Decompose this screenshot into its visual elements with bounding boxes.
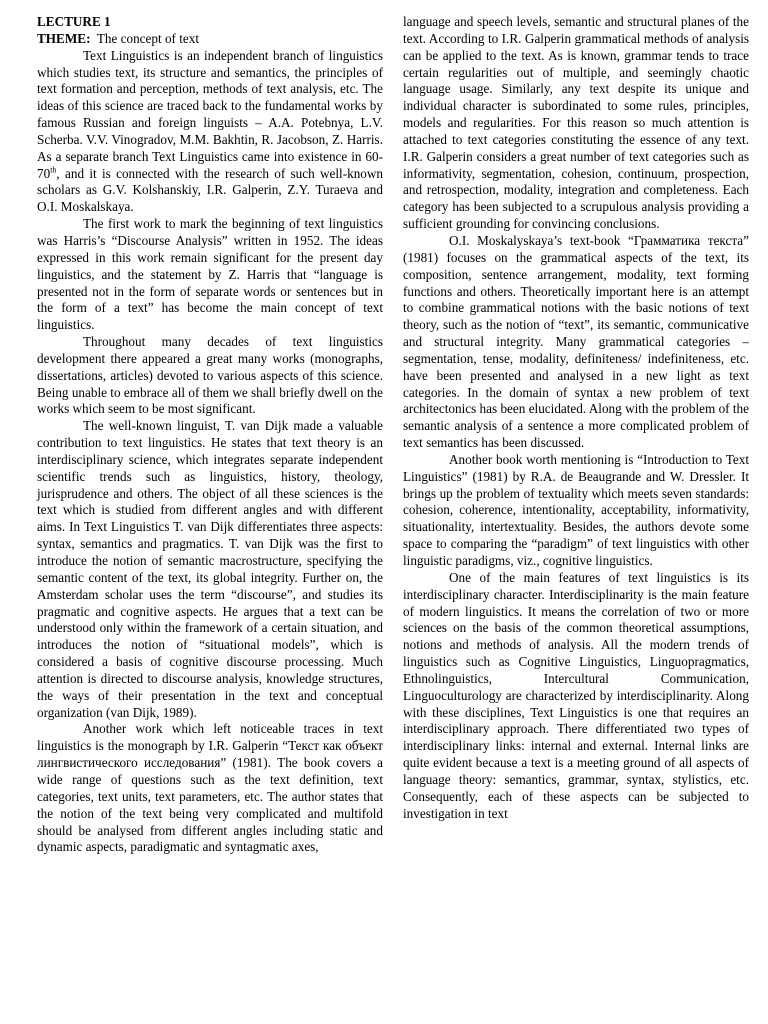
paragraph — [37, 48, 383, 216]
theme-label: THEME: — [37, 30, 91, 46]
paragraph: O.I. Moskalyskaya’s text-book “Грамматика текста” (1981) focuses on the grammatical aspects of the text, its composition, sentence arrangement, modality, text forming functions and others. Theoretically important here is an attempt to combine grammatical notions with the basic notions of text theory, such as the notion of “text”, its semantic, communicative and structural integrity. Many grammatical categories – segmentation, tense, modality, definiteness/ indefiniteness, etc. have been presented and analysed in a new light as text categories. In the domain of syntax a new problem of text architectonics has been elucidated. Along with the problem of the semantic analysis of a sentence a more complicated problem of text semantics has been discussed. — [403, 232, 749, 451]
paragraph-text: , and it is connected with the research of such well-known scholars as G.V. Kolshanskiy, I.R. Galperin, Z.Y. Turaeva and O.I. Moskalskaya. — [37, 165, 383, 215]
left-column — [37, 14, 383, 1014]
superscript: th — [50, 165, 57, 175]
right-column — [403, 14, 749, 1014]
paragraph: One of the main features of text linguistics is its interdisciplinary character. Interdisciplinarity is the main feature of modern linguistics. It means the correlation of two or more sciences on the basis of the common theoretical assumptions, notions and methods of analysis. All the modern trends of linguistics such as Cognitive Linguistics, Linguopragmatics, Ethnolinguistics, Intercultural Communication, Linguoculturology are characterized by interdisciplinarity. Along with these disciplines, Text Linguistics is one that requires an interdisciplinary approach. There differentiated two types of interdisciplinary links: internal and external. Internal links are quite evident because a text is a meeting ground of all aspects of language theory: semantics, grammar, syntax, stylistics, etc. Consequently, each of these aspects can be subjected to investigation in text — [403, 569, 749, 821]
paragraph-text: Text Linguistics is an independent branch of linguistics which studies text, its structure and semantics, the principles of text formation and perception, methods of text analysis, etc. The ideas of this science are traced back to the fundamental works by famous Russian and foreign linguists – A.A. Potebnya, L.V. Scherba. V.V. Vinogradov, M.M. Bakhtin, R. Jacobson, Z. Harris. As a separate branch Text Linguistics came into existence in 60-70 — [37, 47, 383, 181]
paragraph: Throughout many decades of text linguistics development there appeared a great many works (monographs, dissertations, articles) devoted to various aspects of this science. Being unable to embrace all of them we shall briefly dwell on the works which seem to be most significant. — [37, 334, 383, 417]
paragraph: Another book worth mentioning is “Introduction to Text Linguistics” (1981) by R.A. de Beaugrande and W. Dressler. It brings up the problem of textuality which meets seven standards: cohesion, coherence, intentionality, acceptability, informativity, situationality, intertextuality. Besides, the authors devote some space to comparing the “paradigm” of text linguistics with other linguistic paradigms, viz., cognitive linguistics. — [403, 451, 749, 568]
paragraph: The well-known linguist, T. van Dijk made a valuable contribution to text linguistics. He states that text theory is an interdisciplinary science, which integrates separate independent scientific trends such as linguistics, history, theology, jurisprudence and others. The object of all these sciences is the text which is studied from different angles and with different aims. In Text Linguistics T. van Dijk differentiates three aspects: syntax, semantics and pragmatics. T. van Dijk was the first to introduce the notion of semantic macrostructure, specifying the semantic content of the text, its global integrity. Further on, the Amsterdam scholar uses the term “discourse”, and studies its pragmatic and cognitive aspects. He argues that a text can be understood only within the framework of a certain situation, and introduces the notion of “situational models”, which is considered a basis of cognitive discourse processing. Much attention is directed to discourse analysis, knowledge structures, the ways of their presentation in the text and conceptual organization (van Dijk, 1989). — [37, 418, 383, 720]
paragraph: language and speech levels, semantic and structural planes of the text. According to I.R. Galperin grammatical methods of analysis can be applied to the text. As is known, grammar tends to trace certain regularities out of multiple, and seemingly chaotic language usage. Similarly, any text despite its unique and individual character is subordinated to some rules, principles, models and regularities. For this reason so much attention is attached to text categories constituting the essence of any text. I.R. Galperin considers a great number of text categories such as informativity, segmentation, cohesion, continuum, prospection, and retrospection, modality, integration and completeness. Each category has been subjected to a scrupulous analysis providing a sufficient grounding for convincing conclusions. — [403, 14, 749, 232]
theme-title: The concept of text — [96, 30, 200, 46]
document-page — [37, 14, 749, 1014]
paragraph: The first work to mark the beginning of text linguistics was Harris’s “Discourse Analysis” written in 1952. The ideas expressed in this work remain significant for the present day linguistics, and the statement by Z. Harris that “language is presented not in the form of separate words or sentences but in the form of a text” has become the main concept of text linguistics. — [37, 216, 383, 333]
lecture-heading: LECTURE 1 — [37, 14, 111, 29]
theme-line — [37, 31, 383, 48]
paragraph: Another work which left noticeable traces in text linguistics is the monograph by I.R. Galperin “Текст как объект лингвистического исследования” (1981). The book covers a wide range of questions such as the text definition, text categories, text units, text parameters, etc. The author states that the notion of the text being very complicated and multifold should be analysed from different angles including static and dynamic aspects, paradigmatic and syntagmatic axes, — [37, 721, 383, 855]
